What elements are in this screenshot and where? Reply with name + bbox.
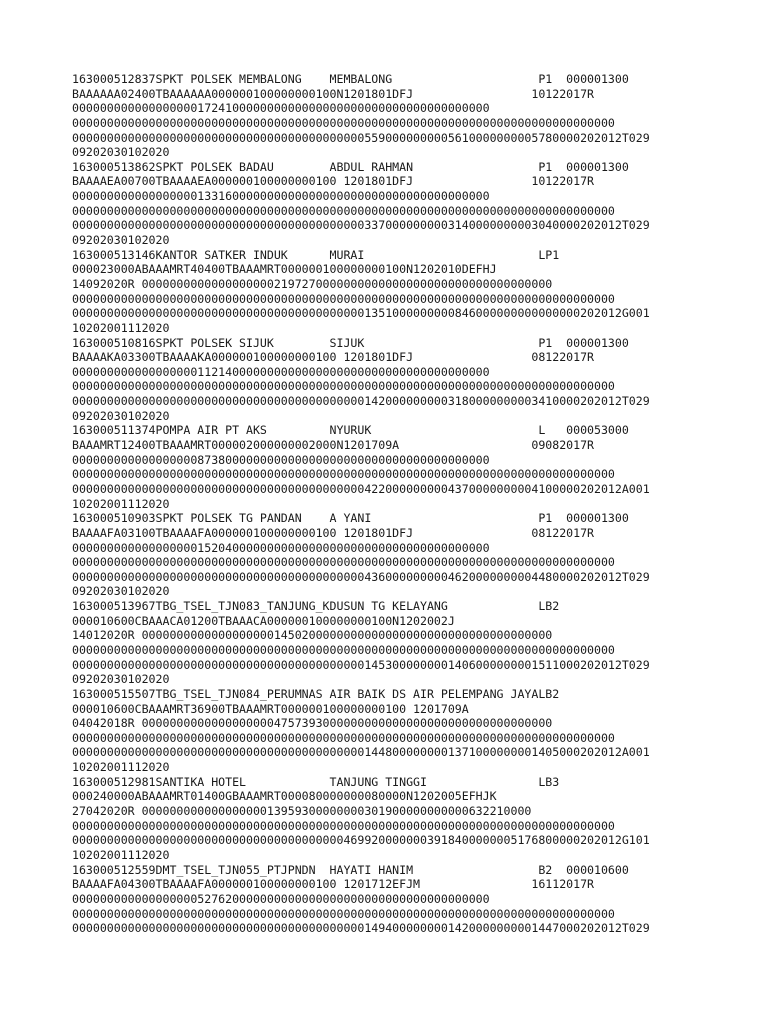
- text-line: 000000000000000000152040000000000000000000000000000000000000: [72, 540, 490, 555]
- text-line: BAAAMRT12400TBAAAMRT000002000000002000N1201709A 09082017R: [72, 438, 595, 453]
- text-line: 163000512559DMT_TSEL_TJN055_PTJPNDN HAYATI HANIM B2 000010600: [72, 862, 629, 877]
- text-line: 163000510816SPKT POLSEK SIJUK SIJUK P1 000001300: [72, 335, 629, 350]
- text-line: 000000000000000000112140000000000000000000000000000000000000: [72, 364, 490, 379]
- text-line: 000000000000000000000000000000000000000000000000000000000000000000000000000000: [72, 906, 615, 921]
- text-line: 10202001112020: [72, 320, 170, 335]
- text-line: 10202001112020: [72, 760, 170, 775]
- text-line: BAAAAFA03100TBAAAAFA000000100000000100 1201801DFJ 08122017R: [72, 525, 595, 540]
- text-line: BAAAAAA02400TBAAAAAA000000100000000100N1201801DFJ 10122017R: [72, 86, 595, 101]
- text-line: 163000511374POMPA AIR PT AKS NYURUK L 000053000: [72, 423, 629, 438]
- text-line: 163000510903SPKT POLSEK TG PANDAN A YANI P1 000001300: [72, 511, 629, 526]
- text-line: 000023000ABAAAMRT40400TBAAAMRT000000100000000100N1202010DEFHJ: [72, 262, 497, 277]
- text-line: 09202030102020: [72, 145, 170, 160]
- text-line: 27042020R 00000000000000000013959300000000301900000000000632210000: [72, 804, 532, 819]
- text-line: 000240000ABAAAMRT01400GBAAAMRT000080000000080000N1202005EFHJK: [72, 789, 497, 804]
- document-page: [72, 72, 732, 936]
- text-line: 0000000000000000000000000000000000000000001351000000000846000000000000000202012G001: [72, 306, 650, 321]
- text-line: 000000000000000000000000000000000000000000000000000000000000000000000000000000: [72, 203, 615, 218]
- text-line: 000000000000000000000000000000000000000000000000000000000000000000000000000000: [72, 379, 615, 394]
- text-line: 0000000000000000000000000000000000000004699200000003918400000005176800000202012G101: [72, 833, 650, 848]
- text-line: 163000512837SPKT POLSEK MEMBALONG MEMBALONG P1 000001300: [72, 72, 629, 86]
- text-line: 000010600CBAAAMRT36900TBAAAMRT000000100000000100 1201709A: [72, 701, 469, 716]
- text-line: 0000000000000000000000000000000000000000001420000000003180000000003410000202012T029: [72, 394, 650, 409]
- text-line: 000000000000000000000000000000000000000000000000000000000000000000000000000000: [72, 291, 615, 306]
- text-line: 09202030102020: [72, 408, 170, 423]
- text-line: 10202001112020: [72, 496, 170, 511]
- text-line: 10202001112020: [72, 847, 170, 862]
- text-line: 0000000000000000000000000000000000000000001448000000001371000000001405000202012A001: [72, 745, 650, 760]
- text-line: BAAAAEA00700TBAAAAEA000000100000000100 1201801DFJ 10122017R: [72, 174, 595, 189]
- text-line: 000000000000000000527620000000000000000000000000000000000000: [72, 891, 490, 906]
- text-line: 000000000000000000000000000000000000000000000000000000000000000000000000000000: [72, 115, 615, 130]
- text-line: 0000000000000000000000000000000000000000004220000000004370000000004100000202012A001: [72, 481, 650, 496]
- text-line: 163000515507TBG_TSEL_TJN084_PERUMNAS AIR BAIK DS AIR PELEMPANG JAYALB2: [72, 686, 560, 701]
- text-line: 000000000000000000873800000000000000000000000000000000000000: [72, 452, 490, 467]
- text-line: 09202030102020: [72, 672, 170, 687]
- text-line: 163000513146KANTOR SATKER INDUK MURAI LP1: [72, 247, 560, 262]
- text-line: 000000000000000000000000000000000000000000000000000000000000000000000000000000: [72, 730, 615, 745]
- text-line: 0000000000000000000000000000000000000000004360000000004620000000004480000202012T029: [72, 569, 650, 584]
- text-line: 14012020R 00000000000000000001450200000000000000000000000000000000000: [72, 628, 553, 643]
- text-line: 000000000000000000000000000000000000000000000000000000000000000000000000000000: [72, 642, 615, 657]
- text-line: 0000000000000000000000000000000000000000001494000000001420000000001447000202012T029: [72, 921, 650, 936]
- text-line: BAAAAKA03300TBAAAAKA000000100000000100 1201801DFJ 08122017R: [72, 350, 595, 365]
- text-line: 000000000000000000172410000000000000000000000000000000000000: [72, 101, 490, 116]
- text-line: 0000000000000000000000000000000000000000003370000000003140000000003040000202012T029: [72, 218, 650, 233]
- text-line: 000010600CBAAACA01200TBAAACA000000100000000100N1202002J: [72, 613, 455, 628]
- text-line: 000000000000000000000000000000000000000000000000000000000000000000000000000000: [72, 467, 615, 482]
- text-line: 163000512981SANTIKA HOTEL TANJUNG TINGGI LB3: [72, 774, 560, 789]
- text-line: 04042018R 00000000000000000004757393000000000000000000000000000000000: [72, 716, 553, 731]
- text-line: 163000513967TBG_TSEL_TJN083_TANJUNG_KDUSUN TG KELAYANG LB2: [72, 599, 560, 614]
- text-line: 000000000000000000133160000000000000000000000000000000000000: [72, 189, 490, 204]
- text-line: 0000000000000000000000000000000000000000001453000000001406000000001511000202012T029: [72, 657, 650, 672]
- text-line: 0000000000000000000000000000000000000000005590000000005610000000005780000202012T029: [72, 130, 650, 145]
- text-line: 000000000000000000000000000000000000000000000000000000000000000000000000000000: [72, 555, 615, 570]
- text-line: 09202030102020: [72, 584, 170, 599]
- text-line: 09202030102020: [72, 233, 170, 248]
- text-line: 14092020R 00000000000000000002197270000000000000000000000000000000000: [72, 276, 553, 291]
- text-line: 163000513862SPKT POLSEK BADAU ABDUL RAHMAN P1 000001300: [72, 159, 629, 174]
- text-line: 000000000000000000000000000000000000000000000000000000000000000000000000000000: [72, 818, 615, 833]
- text-line: BAAAAFA04300TBAAAAFA000000100000000100 1201712EFJM 16112017R: [72, 877, 595, 892]
